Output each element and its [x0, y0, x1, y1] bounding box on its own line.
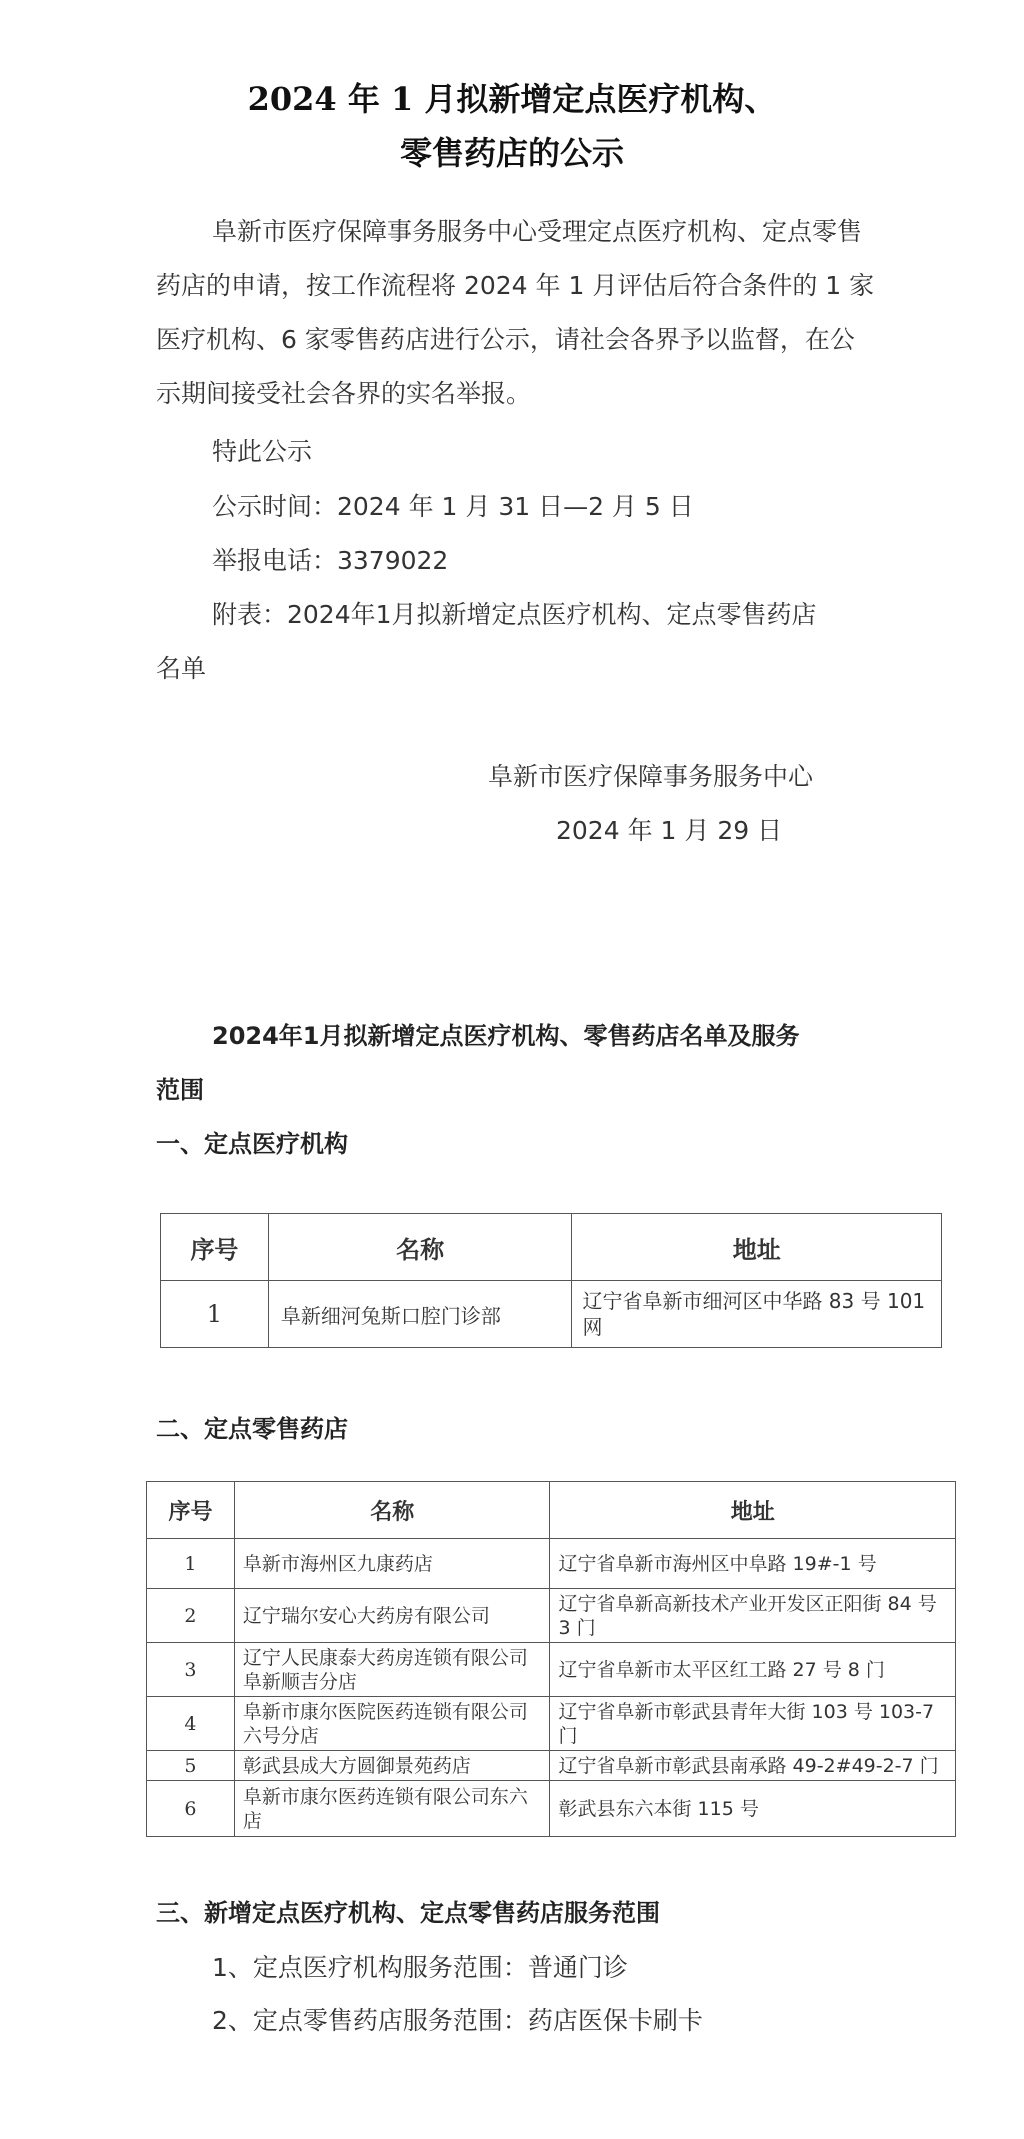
row-address: 辽宁省阜新市彰武县青年大街 103 号 103-7 门: [550, 1697, 956, 1751]
table-row: [161, 1281, 942, 1348]
row-address: 辽宁省阜新高新技术产业开发区正阳街 84 号 3 门: [550, 1589, 956, 1643]
row-no: 2: [147, 1589, 235, 1643]
notice-period: 公示时间：2024 年 1 月 31 日—2 月 5 日: [212, 492, 694, 521]
row-no: 6: [147, 1781, 235, 1837]
special-notice: 特此公示: [212, 437, 313, 466]
table-row: [147, 1781, 956, 1837]
table-header-row: [161, 1214, 942, 1281]
row-address: 彰武县东六本街 115 号: [550, 1781, 956, 1837]
row-name: 彰武县成大方圆御景苑药店: [234, 1751, 550, 1781]
attachment-note-line1: 附表：2024年1月拟新增定点医疗机构、定点零售药店: [212, 600, 817, 629]
row-address: 辽宁省阜新市彰武县南承路 49-2#49-2-7 门: [550, 1751, 956, 1781]
row-name: 辽宁人民康泰大药房连锁有限公司阜新顺吉分店: [234, 1643, 550, 1697]
report-phone: 举报电话：3379022: [212, 546, 449, 575]
attachment-note-line2: 名单: [156, 654, 207, 683]
row-name: 辽宁瑞尔安心大药房有限公司: [234, 1589, 550, 1643]
header-no: 序号: [147, 1482, 235, 1539]
institutions-table: [160, 1213, 942, 1348]
section-service-scope-heading: 三、新增定点医疗机构、定点零售药店服务范围: [156, 1899, 660, 1927]
signature-date: 2024 年 1 月 29 日: [556, 816, 783, 845]
service-scope-item2: 2、定点零售药店服务范围：药店医保卡刷卡: [212, 2006, 703, 2035]
announcement-paragraph: [156, 205, 876, 421]
row-address: 辽宁省阜新市海州区中阜路 19#-1 号: [550, 1539, 956, 1589]
table-row: [147, 1539, 956, 1589]
row-no: 5: [147, 1751, 235, 1781]
row-name: 阜新市海州区九康药店: [234, 1539, 550, 1589]
service-scope-item1: 1、定点医疗机构服务范围：普通门诊: [212, 1953, 628, 1982]
row-no: 3: [147, 1643, 235, 1697]
row-name: 阜新细河兔斯口腔门诊部: [268, 1281, 572, 1348]
section-pharmacies-heading: 二、定点零售药店: [156, 1415, 348, 1443]
table-row: [147, 1589, 956, 1643]
header-name: 名称: [234, 1482, 550, 1539]
table-header-row: [147, 1482, 956, 1539]
row-address: 辽宁省阜新市细河区中华路 83 号 101 网: [572, 1281, 942, 1348]
header-no: 序号: [161, 1214, 269, 1281]
document-title-line2: 零售药店的公示: [399, 134, 624, 172]
header-name: 名称: [268, 1214, 572, 1281]
section-institutions-heading: 一、定点医疗机构: [156, 1130, 348, 1158]
announcement-text: 阜新市医疗保障事务服务中心受理定点医疗机构、定点零售药店的申请，按工作流程将 2024 年 1 月评估后符合条件的 1 家医疗机构、6 家零售药店进行公示，请社会各界予以监督，在公示期间接受社会各界的实名举报。: [156, 217, 875, 408]
header-address: 地址: [550, 1482, 956, 1539]
table-row: [147, 1643, 956, 1697]
row-no: 1: [147, 1539, 235, 1589]
attachment-heading-line2: 范围: [156, 1076, 204, 1104]
row-name: 阜新市康尔医药连锁有限公司东六店: [234, 1781, 550, 1837]
table-row: [147, 1697, 956, 1751]
row-address: 辽宁省阜新市太平区红工路 27 号 8 门: [550, 1643, 956, 1697]
pharmacies-table: [146, 1481, 956, 1837]
table-row: [147, 1751, 956, 1781]
row-no: 1: [161, 1281, 269, 1348]
signature-org: 阜新市医疗保障事务服务中心: [488, 762, 814, 791]
document-title-line1: 2024 年 1 月拟新增定点医疗机构、: [247, 80, 777, 118]
row-name: 阜新市康尔医院医药连锁有限公司六号分店: [234, 1697, 550, 1751]
header-address: 地址: [572, 1214, 942, 1281]
row-no: 4: [147, 1697, 235, 1751]
attachment-heading-line1: 2024年1月拟新增定点医疗机构、零售药店名单及服务: [212, 1022, 800, 1050]
